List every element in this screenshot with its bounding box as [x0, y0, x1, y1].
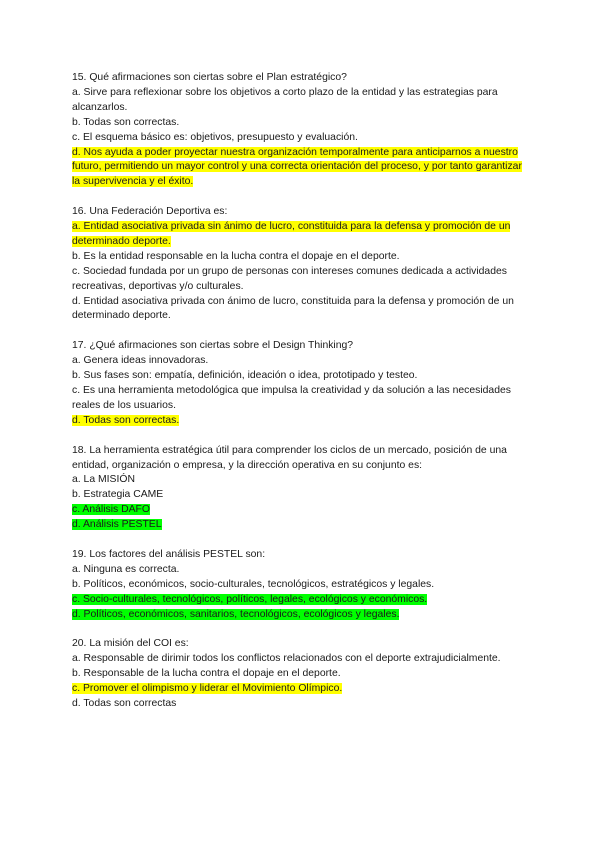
option-b: b. Políticos, económicos, socio-culturales, tecnológicos, estratégicos y legales.	[72, 578, 435, 590]
option-c: c. Es una herramienta metodológica que impulsa la creatividad y da solución a las necesidades reales de los usuarios.	[72, 385, 511, 411]
highlighted-answer: c. Análisis DAFO	[72, 504, 150, 516]
option-d	[72, 608, 532, 623]
question-title: 18. La herramienta estratégica útil para comprender los ciclos de un mercado, posición de una entidad, organización o empresa, y la dirección operativa en su conjunto es:	[72, 444, 507, 471]
option-b: b. Todas son correctas.	[72, 116, 180, 128]
question-title: 16. Una Federación Deportiva es:	[72, 206, 228, 218]
question-title: 17. ¿Qué afirmaciones son ciertas sobre el Design Thinking?	[72, 340, 354, 352]
option-a: a. La MISIÓN	[72, 474, 135, 486]
option-b: b. Sus fases son: empatía, definición, ideación o idea, prototipado y testeo.	[72, 370, 418, 382]
question-18	[72, 444, 532, 533]
option-b: b. Estrategia CAME	[72, 489, 164, 501]
question-17	[72, 339, 532, 428]
option-d: d. Entidad asociativa privada con ánimo de lucro, constituida para la defensa y promoción de un determinado deporte.	[72, 295, 514, 322]
option-b: b. Responsable de la lucha contra el dopaje en el deporte.	[72, 668, 341, 680]
option-d	[72, 518, 532, 533]
highlighted-answer: c. Socio-culturales, tecnológicos, políticos, legales, ecológicos y económicos.	[72, 593, 428, 605]
question-15	[72, 71, 532, 190]
question-16	[72, 205, 532, 324]
question-title: 20. La misión del COI es:	[72, 638, 189, 650]
option-a: a. Responsable de dirimir todos los conflictos relacionados con el deporte extrajudicialmente.	[72, 653, 501, 665]
highlighted-answer: c. Promover el olimpismo y liderar el Movimiento Olímpico.	[72, 683, 343, 695]
option-d	[72, 414, 532, 429]
option-a: a. Sirve para reflexionar sobre los objetivos a corto plazo de la entidad y las estrategias para alcanzarlos.	[72, 86, 498, 113]
highlighted-answer: d. Todas son correctas.	[72, 414, 180, 426]
quiz-content	[72, 71, 532, 727]
highlighted-answer: d. Nos ayuda a poder proyectar nuestra organización temporalmente para anticiparnos a nuestro futuro, permitiendo un mayor control y una correcta orientación del proceso, y por tanto garantizar la supervivencia y el éxito.	[72, 146, 522, 188]
highlighted-answer: a. Entidad asociativa privada sin ánimo de lucro, constituida para la defensa y promoción de un determinado deporte.	[72, 221, 511, 247]
option-d: d. Todas son correctas	[72, 697, 177, 709]
option-d	[72, 146, 532, 191]
option-c: c. El esquema básico es: objetivos, presupuesto y evaluación.	[72, 131, 358, 143]
option-a: a. Ninguna es correcta.	[72, 563, 180, 575]
option-c: c. Sociedad fundada por un grupo de personas con intereses comunes dedicada a actividades recreativas, deportivas y/o culturales.	[72, 265, 507, 292]
option-a: a. Genera ideas innovadoras.	[72, 355, 209, 367]
highlighted-answer: d. Análisis PESTEL	[72, 519, 162, 531]
option-c	[72, 682, 532, 697]
highlighted-answer: d. Políticos, económicos, sanitarios, tecnológicos, ecológicos y legales.	[72, 608, 400, 620]
question-19	[72, 548, 532, 623]
option-c	[72, 503, 532, 518]
question-title: 15. Qué afirmaciones son ciertas sobre el Plan estratégico?	[72, 72, 347, 83]
option-c	[72, 593, 532, 608]
question-20	[72, 637, 532, 712]
option-a	[72, 220, 532, 250]
option-b: b. Es la entidad responsable en la lucha contra el dopaje en el deporte.	[72, 250, 400, 262]
question-title: 19. Los factores del análisis PESTEL son:	[72, 548, 266, 560]
